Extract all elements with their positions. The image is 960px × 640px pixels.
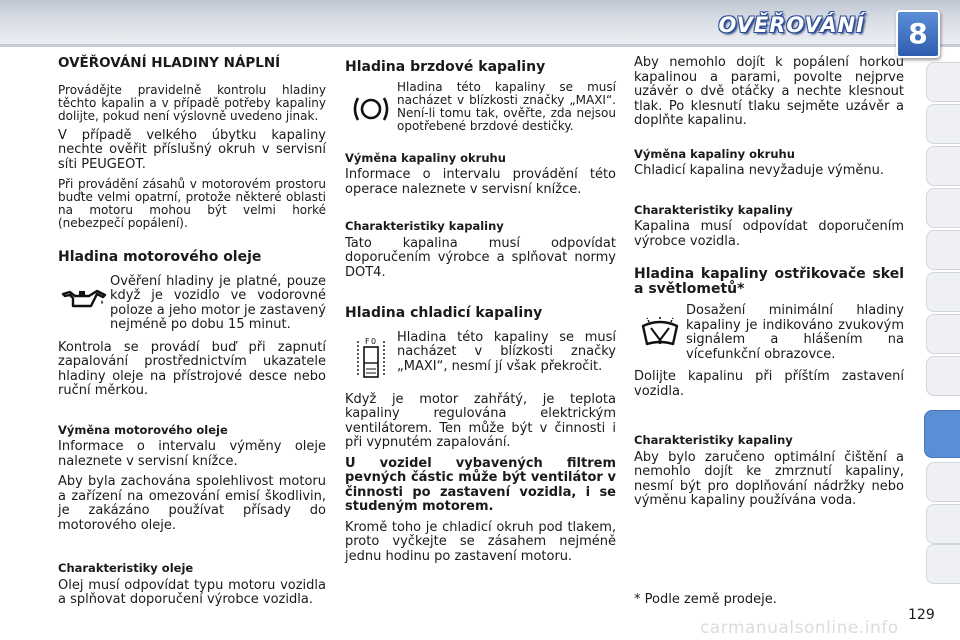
washer-fluid-note-text: Dosažení minimální hladiny kapaliny je indikováno zvukovým signálem a hlášením na vícefunkční obrazovce. — [686, 303, 904, 362]
body-text: Když je motor zahřátý, je teplota kapaliny regulována elektrickým ventilátorem. Ten může být v činnosti i při vypnutém zapalování. — [345, 391, 616, 450]
body-text: Aby byla zachována spolehlivost motoru a zařízení na omezování emisí škodlivin, je zakázáno používat přísady do motorového oleje. — [58, 474, 326, 533]
oil-spec-heading: Charakteristiky oleje — [58, 561, 194, 575]
body-text: Dolijte kapalinu při příštím zastavení vozidla. — [634, 369, 904, 399]
body-text: Informace o intervalu provádění této operace naleznete v servisní knížce. — [345, 167, 616, 197]
body-text: V případě velkého úbytku kapaliny nechte ověřit příslušný okruh v servisní síti PEUGEOT. — [58, 127, 326, 172]
coolant-change-heading: Výměna kapaliny okruhu — [634, 146, 795, 161]
page-number: 129 — [908, 607, 935, 623]
body-text: Olej musí odpovídat typu motoru vozidla a splňovat doporučení výrobce vozidla. — [58, 577, 326, 607]
washer-fluid-note — [634, 304, 904, 362]
oil-level-note-text: Ověření hladiny je platné, pouze když je vozidlo ve vodorovné poloze a jeho motor je zastavený nejméně po dobu 15 minut. — [110, 273, 326, 332]
washer-spec-heading: Charakteristiky kapaliny — [634, 433, 793, 447]
intro-text: Provádějte pravidelně kontrolu hladiny těchto kapalin a v případě potřeby kapaliny dolijte, pokud není výslovně uvedeno jinak. — [58, 82, 326, 123]
brake-fluid-note — [345, 81, 616, 137]
section-title: OVĚŘOVÁNÍ HLADINY NÁPLNÍ — [58, 55, 281, 71]
coolant-warning-text: U vozidel vybavených filtrem pevných částic může být ventilátor v činnosti po zastavení vozidla, i se studeným motorem. — [345, 455, 616, 514]
coolant-heading: Hladina chladicí kapaliny — [345, 305, 543, 321]
chapter-tab[interactable] — [926, 504, 960, 544]
oil-level-note — [58, 275, 326, 333]
column-left — [58, 56, 326, 614]
coolant-note-text: Hladina této kapaliny se musí nacházet v blízkosti značky „MAXI“, nesmí jí však překročit. — [397, 329, 616, 374]
chapter-tab[interactable] — [926, 356, 960, 396]
chapter-tab[interactable] — [926, 462, 960, 502]
body-text: Kontrola se provádí buď při zapnutí zapalování prostřednictvím ukazatele hladiny oleje na přístrojové desce nebo ruční měrkou. — [58, 339, 326, 398]
body-text: Kapalina musí odpovídat doporučením výrobce vozidla. — [634, 219, 904, 249]
svg-text:F: F — [365, 336, 370, 346]
chapter-tab[interactable] — [926, 314, 960, 354]
oil-can-icon — [58, 275, 110, 323]
coolant-reservoir-icon — [345, 331, 397, 385]
chapter-number-badge: 8 — [896, 10, 940, 58]
chapter-tab[interactable] — [926, 544, 960, 584]
body-text: Informace o intervalu výměny oleje naleznete v servisní knížce. — [58, 439, 326, 469]
column-middle — [345, 56, 616, 570]
chapter-tab[interactable] — [926, 146, 960, 186]
chapter-tab[interactable] — [926, 230, 960, 270]
body-text: Kromě toho je chladicí okruh pod tlakem, proto vyčkejte se zásahem nejméně jednu hodinu po zastavení motoru. — [345, 519, 616, 564]
washer-fluid-heading: Hladina kapaliny ostřikovače skel a světlometů* — [634, 266, 904, 297]
body-text: Chladicí kapalina nevyžaduje výměnu. — [634, 163, 885, 178]
watermark: carmanualsonline.info — [700, 618, 899, 638]
chapter-tabs — [926, 62, 960, 584]
body-text: Aby nemohlo dojít k popálení horkou kapalinou a parami, povolte nejprve uzávěr o dvě otáčky a nechte klesnout tlak. Po klesnutí tlaku sejměte uzávěr a doplňte kapalinu. — [634, 55, 904, 128]
chapter-title: OVĚŘOVÁNÍ — [718, 13, 865, 37]
coolant-spec-heading: Charakteristiky kapaliny — [634, 202, 793, 217]
windscreen-washer-icon — [634, 304, 686, 360]
coolant-note — [345, 331, 616, 385]
brake-warning-icon — [345, 81, 397, 137]
chapter-tab-active[interactable] — [924, 410, 960, 458]
brake-change-heading: Výměna kapaliny okruhu — [345, 150, 506, 165]
svg-text:0: 0 — [371, 336, 377, 346]
body-text: Aby bylo zaručeno optimální čištění a nemohlo dojít ke zmrznutí kapaliny, nesmí být pro doplňování nádržky nebo výměnu kapaliny používána voda. — [634, 449, 904, 508]
header-divider — [0, 44, 960, 47]
chapter-tab[interactable] — [926, 188, 960, 228]
chapter-tab[interactable] — [926, 104, 960, 144]
body-text: Tato kapalina musí odpovídat doporučením výrobce a splňovat normy DOT4. — [345, 235, 616, 280]
body-text: Při provádění zásahů v motorovém prostoru buďte velmi opatrní, protože některé oblasti na motoru mohou být velmi horké (nebezpečí popálení). — [58, 177, 326, 230]
brake-fluid-note-text: Hladina této kapaliny se musí nacházet v blízkosti značky „MAXI“. Není-li tomu tak, ověřte, zda nejsou opotřebené brzdové destičky. — [397, 79, 616, 133]
footnote: * Podle země prodeje. — [634, 592, 777, 607]
chapter-tab[interactable] — [926, 62, 960, 102]
oil-level-heading: Hladina motorového oleje — [58, 249, 262, 265]
column-right — [634, 56, 904, 515]
brake-fluid-heading: Hladina brzdové kapaliny — [345, 59, 546, 75]
brake-spec-heading: Charakteristiky kapaliny — [345, 219, 504, 233]
chapter-tab[interactable] — [926, 272, 960, 312]
oil-change-heading: Výměna motorového oleje — [58, 422, 228, 437]
